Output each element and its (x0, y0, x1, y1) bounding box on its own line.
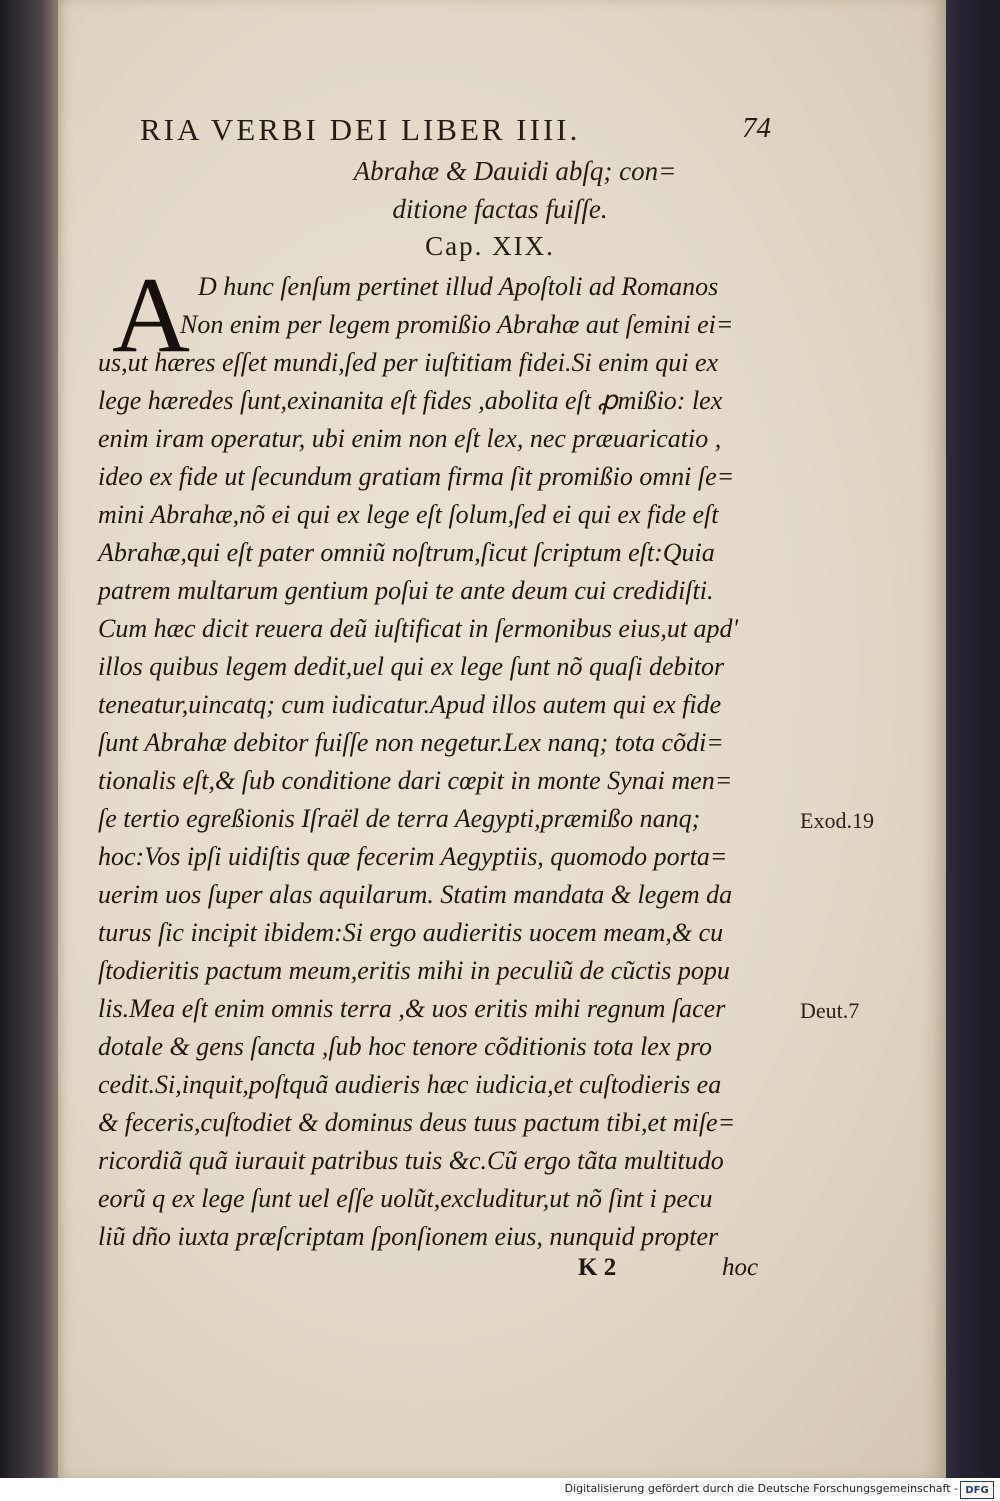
body-line: mini Abrahæ,nõ ei qui ex lege eſt ſolum,ſed ei qui ex fide eſt (98, 500, 719, 529)
folio-number: 74 (742, 112, 771, 144)
body-line: illos quibus legem dedit,uel qui ex lege ſunt nõ quaſi debitor (98, 652, 725, 681)
body-line: ſe tertio egreßionis Iſraël de terra Aegypti,præmißo nanq; (98, 804, 701, 833)
body-line: eorũ q ex lege ſunt uel eſſe uolũt,excluditur,ut nõ ſint i pecu (98, 1184, 713, 1213)
body-line: ricordiã quã iurauit patribus tuis &c.Cũ ergo tãta multitudo (98, 1146, 724, 1175)
chapter-title-line-2: ditione factas fuiſſe. (392, 194, 608, 224)
body-line: teneatur,uincatq; cum iudicatur.Apud illos autem qui ex fide (98, 690, 722, 719)
catchword: hoc (722, 1254, 759, 1281)
body-line: uerim uos ſuper alas aquilarum. Statim mandata & legem da (98, 880, 733, 909)
running-head: RIA VERBI DEI LIBER IIII. (140, 112, 581, 147)
dfg-logo-text: DFG (965, 1484, 989, 1496)
body-line: us,ut hæres eſſet mundi,ſed per iuſtitiam fidei.Si enim qui ex (98, 348, 719, 377)
body-line: Abrahæ,qui eſt pater omniũ noſtrum,ſicut ſcriptum eſt:Quia (98, 538, 715, 567)
body-line: enim iram operatur, ubi enim non eſt lex, nec præuaricatio , (98, 424, 722, 453)
body-line: cedit.Si,inquit,poſtquã audieris hæc iudicia,et cuſtodieris ea (98, 1070, 722, 1099)
body-line: hoc:Vos ipſi uidiſtis quæ fecerim Aegyptiis, quomodo porta= (98, 842, 728, 871)
signature-mark: K 2 (578, 1254, 617, 1281)
body-line: turus ſic incipit ibidem:Si ergo audieritis uocem meam,& cu (98, 918, 724, 947)
funding-credit: Digitalisierung gefördert durch die Deutsche Forschungsgemeinschaft - (564, 1482, 958, 1495)
margin-note-exodus: Exod.19 (800, 808, 874, 833)
body-line: Non enim per legem promißio Abrahæ aut ſemini ei= (180, 310, 734, 339)
dfg-logo (960, 1481, 994, 1499)
body-line: ſunt Abrahæ debitor fuiſſe non negetur.Lex nanq; tota cõdi= (98, 728, 724, 757)
body-line: ſtodieritis pactum meum,eritis mihi in peculiũ de cũctis popu (98, 956, 730, 985)
body-line: patrem multarum gentium poſui te ante deum cui credidiſti. (98, 576, 714, 605)
body-line: D hunc ſenſum pertinet illud Apoſtoli ad Romanos (198, 272, 719, 301)
body-line: ideo ex fide ut ſecundum gratiam firma ſit promißio omni ſe= (98, 462, 735, 491)
margin-note-deuteronomy: Deut.7 (800, 998, 860, 1023)
chapter-title-line-1: Abrahæ & Dauidi abſq; con= (353, 156, 677, 186)
body-line: lege hæredes ſunt,exinanita eſt fides ,abolita eſt ꝓmißio: lex (98, 386, 723, 415)
chapter-number: Cap. XIX. (425, 231, 555, 261)
body-line: tionalis eſt,& ſub conditione dari cœpit in monte Synai men= (98, 766, 733, 795)
drop-cap: A (112, 256, 190, 375)
body-line: dotale & gens ſancta ,ſub hoc tenore cõditionis tota lex pro (98, 1032, 713, 1061)
body-line: lis.Mea eſt enim omnis terra ,& uos eritis mihi regnum ſacer (98, 994, 726, 1023)
body-line: Cum hæc dicit reuera deũ iuſtificat in ſermonibus eius,ut apd' (98, 614, 739, 643)
body-line: & feceris,cuſtodiet & dominus deus tuus pactum tibi,et miſe= (98, 1108, 736, 1137)
body-line: liũ dño iuxta præſcriptam ſponſionem eius, nunquid propter (98, 1222, 719, 1251)
